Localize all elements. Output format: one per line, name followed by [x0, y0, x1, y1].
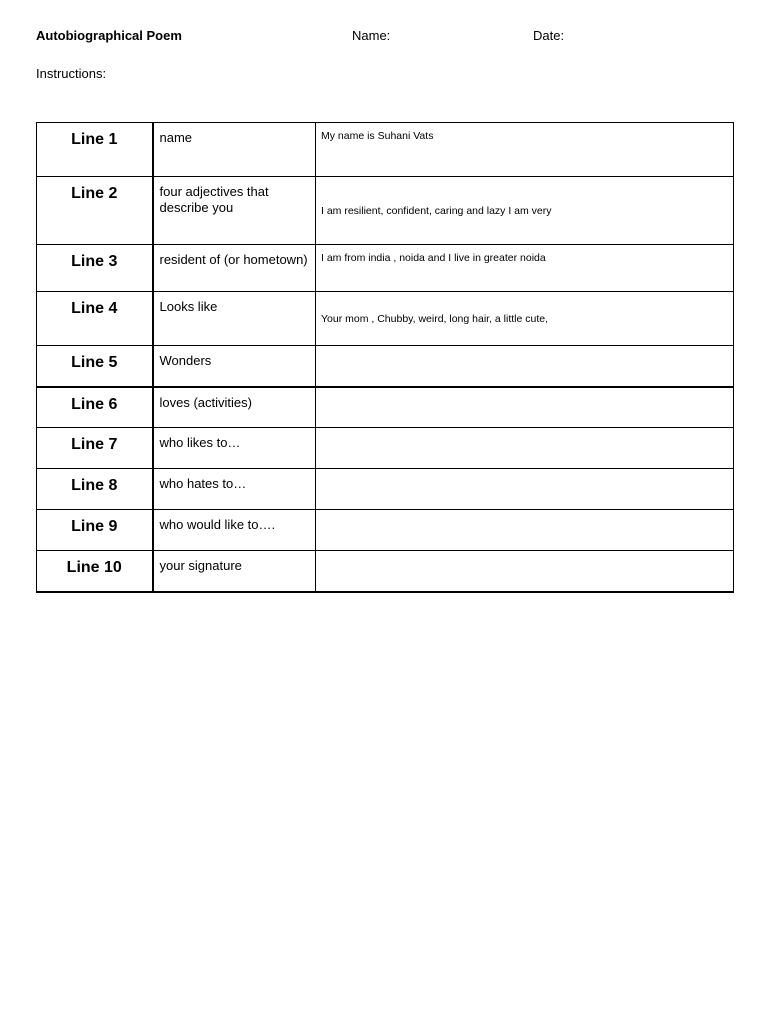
prompt-cell — [153, 387, 316, 428]
answer-text — [316, 428, 733, 434]
prompt-cell — [153, 510, 316, 551]
line-number: Line 3 — [71, 253, 118, 270]
line-number-cell — [37, 387, 153, 428]
answer-cell[interactable] — [316, 469, 734, 510]
line-number-cell — [37, 346, 153, 387]
answer-cell[interactable] — [316, 177, 734, 245]
line-number: Line 2 — [71, 185, 118, 202]
table-row — [37, 551, 734, 592]
line-number: Line 5 — [71, 354, 118, 371]
answer-cell[interactable] — [316, 346, 734, 387]
answer-cell[interactable] — [316, 510, 734, 551]
line-number: Line 4 — [71, 300, 118, 317]
prompt-text: name — [159, 130, 193, 145]
line-number: Line 8 — [71, 477, 118, 494]
answer-cell[interactable] — [316, 245, 734, 292]
line-number: Line 6 — [71, 395, 118, 413]
prompt-text: resident of (or hometown) — [159, 252, 308, 267]
line-number-cell — [37, 177, 153, 245]
prompt-text: who would like to…. — [159, 517, 276, 532]
table-row — [37, 292, 734, 346]
table-row — [37, 346, 734, 387]
line-number: Line 1 — [71, 131, 118, 148]
table-row — [37, 177, 734, 245]
line-number-cell — [37, 510, 153, 551]
table-row — [37, 469, 734, 510]
prompt-cell — [153, 177, 316, 245]
answer-text — [316, 551, 733, 557]
answer-text — [316, 510, 733, 516]
table-row — [37, 510, 734, 551]
prompt-text: four adjectives that describe you — [159, 184, 269, 215]
line-number-cell — [37, 123, 153, 177]
prompt-cell — [153, 346, 316, 387]
poem-table — [36, 122, 734, 593]
line-number: Line 7 — [71, 436, 118, 453]
answer-text: Your mom , Chubby, weird, long hair, a little cute, — [321, 312, 549, 325]
line-number-cell — [37, 292, 153, 346]
table-row — [37, 245, 734, 292]
table-row — [37, 123, 734, 177]
line-number-cell — [37, 469, 153, 510]
instructions-label: Instructions: — [36, 66, 107, 81]
prompt-cell — [153, 123, 316, 177]
line-number: Line 9 — [71, 518, 118, 535]
prompt-text: Wonders — [159, 353, 212, 368]
prompt-text: Looks like — [159, 299, 218, 314]
prompt-text: your signature — [159, 558, 242, 573]
date-label: Date: — [533, 28, 565, 43]
prompt-cell — [153, 551, 316, 592]
answer-cell[interactable] — [316, 292, 734, 346]
line-number: Line 10 — [66, 559, 122, 576]
answer-text — [316, 469, 733, 475]
prompt-cell — [153, 469, 316, 510]
prompt-text: loves (activities) — [159, 394, 252, 410]
line-number-cell — [37, 551, 153, 592]
answer-text: I am resilient, confident, caring and lazy I am very — [321, 204, 552, 217]
table-row — [37, 387, 734, 428]
answer-text: I am from india , noida and I live in greater noida — [321, 252, 546, 264]
prompt-text: who hates to… — [159, 476, 247, 491]
name-label: Name: — [352, 28, 391, 43]
answer-cell[interactable] — [316, 551, 734, 592]
line-number-cell — [37, 428, 153, 469]
answer-cell[interactable] — [316, 387, 734, 428]
line-number-cell — [37, 245, 153, 292]
answer-text: My name is Suhani Vats — [321, 130, 434, 142]
answer-text — [316, 388, 733, 394]
prompt-cell — [153, 428, 316, 469]
table-row — [37, 428, 734, 469]
answer-cell[interactable] — [316, 123, 734, 177]
prompt-text: who likes to… — [159, 435, 241, 450]
prompt-cell — [153, 245, 316, 292]
answer-cell[interactable] — [316, 428, 734, 469]
page-title: Autobiographical Poem — [36, 28, 182, 43]
prompt-cell — [153, 292, 316, 346]
answer-text — [316, 346, 733, 352]
